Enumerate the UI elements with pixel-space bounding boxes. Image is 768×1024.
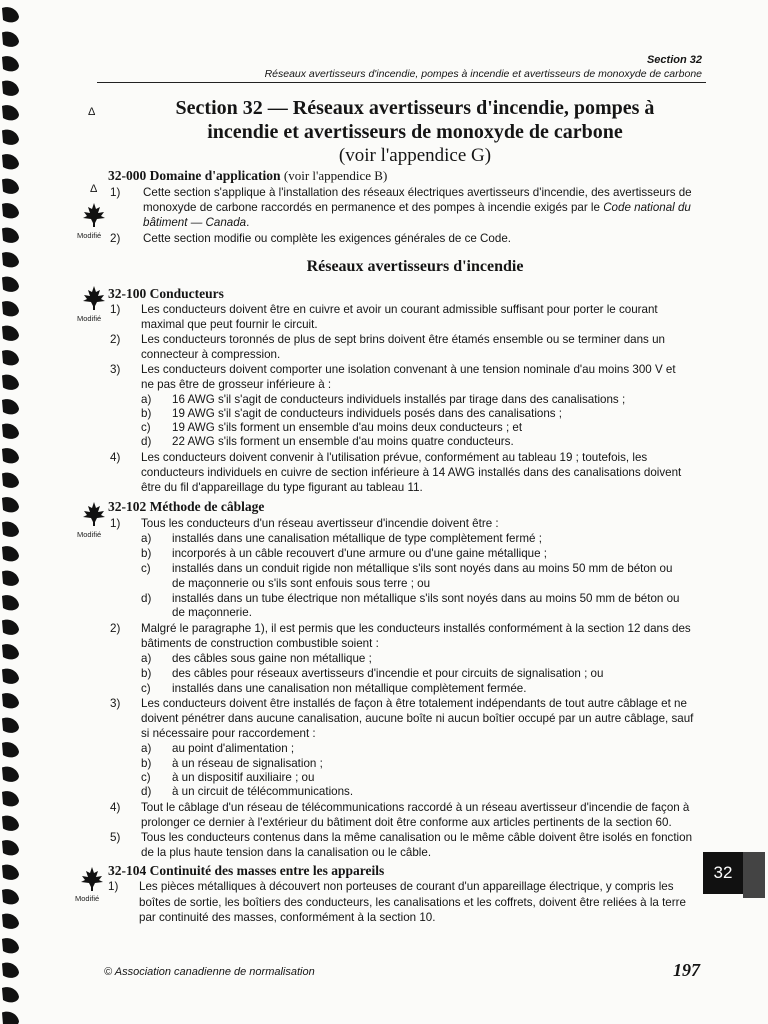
maple-leaf-icon xyxy=(80,866,104,892)
para-text-italic: bâtiment — Canada xyxy=(143,216,247,229)
para-text: Tous les conducteurs d'un réseau avertisseur d'incendie doivent être : xyxy=(141,517,499,530)
item-text: des câbles sous gaine non métallique ; xyxy=(172,652,372,665)
modifie-label: Modifié xyxy=(77,231,102,240)
item-text: de maçonnerie ou s'ils sont enfouis sous terre ; ou xyxy=(172,577,431,590)
item-text: incorporés à un câble recouvert d'une armure ou d'une gaine métallique ; xyxy=(172,547,548,560)
item-letter: a) xyxy=(141,742,152,755)
item-text: installés dans une canalisation métallique de type complètement fermé ; xyxy=(172,532,542,545)
item-text: 16 AWG s'il s'agit de conducteurs individuels installés par tirage dans des canalisations ; xyxy=(172,393,626,406)
para-number: 2) xyxy=(110,232,121,245)
para-text: Les conducteurs doivent être installés de façon à être totalement indépendants de tout autre câblage et ne xyxy=(141,697,687,710)
article-heading-ref: (voir l'appendice B) xyxy=(283,168,388,183)
para-text: être du fil d'appareillage du type figurant au tableau 11. xyxy=(141,481,423,494)
binding-ring xyxy=(2,350,19,365)
binding-ring xyxy=(2,203,19,218)
maple-leaf-icon xyxy=(82,501,106,527)
item-text: installés dans un conduit rigide non métallique s'ils sont noyés dans au moins 50 mm de béton ou xyxy=(172,562,673,575)
binding-ring xyxy=(2,277,19,292)
binding-ring xyxy=(2,889,19,904)
binding-ring xyxy=(2,840,19,855)
para-number: 2) xyxy=(110,333,121,346)
header-rule xyxy=(97,82,706,83)
modifie-label: Modifié xyxy=(77,314,102,323)
para-text: maximal que peut fournir le circuit. xyxy=(141,318,318,331)
delta-mark: Δ xyxy=(88,106,96,118)
binding-ring xyxy=(2,571,19,586)
para-number: 4) xyxy=(110,801,121,814)
binding-ring xyxy=(2,399,19,414)
para-text xyxy=(143,216,249,230)
subsection-title: Réseaux avertisseurs d'incendie xyxy=(306,258,524,275)
para-text: Les conducteurs doivent comporter une isolation convenant à une tension nominale d'au moins 300 V et xyxy=(141,363,676,376)
section-tab-edge xyxy=(743,852,765,898)
para-text xyxy=(143,201,691,215)
para-number: 3) xyxy=(110,697,121,710)
para-text: Tout le câblage d'un réseau de télécommunications raccordé à un réseau avertisseur d'incendie de façon à xyxy=(141,801,690,814)
item-letter: a) xyxy=(141,652,152,665)
binding-ring xyxy=(2,718,19,733)
item-text: de maçonnerie. xyxy=(172,606,252,619)
binding-ring xyxy=(2,742,19,757)
para-text: Les conducteurs doivent convenir à l'utilisation prévue, conformément au tableau 19 ; toutefois, les xyxy=(141,451,648,464)
modifie-label: Modifié xyxy=(75,894,100,903)
binding-ring xyxy=(2,375,19,390)
binding-ring xyxy=(2,473,19,488)
running-header-section: Section 32 xyxy=(646,54,702,66)
section-title-line1: Section 32 — Réseaux avertisseurs d'incendie, pompes à xyxy=(175,97,655,119)
item-letter: c) xyxy=(141,682,151,695)
item-letter: d) xyxy=(141,592,152,605)
binding-ring xyxy=(2,595,19,610)
binding-ring xyxy=(2,326,19,341)
para-number: 1) xyxy=(110,303,121,316)
binding-ring xyxy=(2,620,19,635)
binding-ring xyxy=(2,32,19,47)
item-letter: d) xyxy=(141,435,152,448)
item-text: à un circuit de télécommunications. xyxy=(172,785,354,798)
para-number: 1) xyxy=(110,517,121,530)
binding-ring xyxy=(2,228,19,243)
para-number: 1) xyxy=(108,880,119,893)
binding-ring xyxy=(2,81,19,96)
section-title-line2: incendie et avertisseurs de monoxyde de carbone xyxy=(207,121,623,143)
page-number: 197 xyxy=(673,960,700,980)
binding-ring xyxy=(2,816,19,831)
item-letter: d) xyxy=(141,785,152,798)
para-text: Tous les conducteurs contenus dans la même canalisation ou le même câble doivent être isolés en fonction xyxy=(141,831,693,844)
para-text: Cette section s'applique à l'installation des réseaux électriques avertisseurs d'incendie, des avertisseurs de xyxy=(143,186,692,199)
para-text: prolonger ce dernier à l'extérieur du bâtiment doit être conforme aux articles pertinents de la section 60. xyxy=(141,816,672,829)
para-text: Malgré le paragraphe 1), il est permis que les conducteurs installés conformément à la section 12 dans des xyxy=(141,622,691,635)
item-letter: b) xyxy=(141,667,152,680)
item-text: 19 AWG s'il s'agit de conducteurs individuels posés dans des canalisations ; xyxy=(172,407,563,420)
para-number: 5) xyxy=(110,831,121,844)
para-text: Les conducteurs toronnés de plus de sept brins doivent être étamés ensemble ou se terminer dans un xyxy=(141,333,665,346)
para-text: ne pas être de grosseur inférieure à : xyxy=(141,378,332,391)
item-text: 19 AWG s'ils forment un ensemble d'au moins deux conducteurs ; et xyxy=(172,421,523,434)
binding-ring xyxy=(2,448,19,463)
item-letter: c) xyxy=(141,421,151,434)
para-text: Les pièces métalliques à découvert non porteuses de courant d'un appareillage électrique, y compris les xyxy=(139,880,674,893)
binding-ring xyxy=(2,865,19,880)
para-number: 1) xyxy=(110,186,121,199)
item-text: à un réseau de signalisation ; xyxy=(172,757,323,770)
para-text: connecteur à compression. xyxy=(141,348,281,361)
item-letter: b) xyxy=(141,407,152,420)
binding-ring xyxy=(2,252,19,267)
footer-publisher: © Association canadienne de normalisation xyxy=(104,966,315,978)
para-number: 2) xyxy=(110,622,121,635)
item-text: à un dispositif auxiliaire ; ou xyxy=(172,771,315,784)
item-letter: b) xyxy=(141,757,152,770)
article-heading-text: 32-000 Domaine d'application xyxy=(108,168,281,183)
binding-ring xyxy=(2,130,19,145)
para-text-italic: Code national du xyxy=(603,201,691,214)
binding-ring xyxy=(2,1012,19,1024)
item-text: installés dans un tube électrique non métallique s'ils sont noyés dans au moins 50 mm de béton ou xyxy=(172,592,680,605)
spiral-binding xyxy=(0,0,24,1024)
binding-ring xyxy=(2,914,19,929)
binding-ring xyxy=(2,522,19,537)
binding-ring xyxy=(2,179,19,194)
section-tab: 32 xyxy=(703,852,743,894)
modifie-label: Modifié xyxy=(77,530,102,539)
binding-ring xyxy=(2,56,19,71)
binding-ring xyxy=(2,497,19,512)
binding-ring xyxy=(2,546,19,561)
binding-ring xyxy=(2,963,19,978)
section-title-appendix: (voir l'appendice G) xyxy=(338,145,492,166)
maple-leaf-icon xyxy=(82,285,106,311)
binding-ring xyxy=(2,693,19,708)
maple-leaf-icon xyxy=(82,202,106,228)
binding-ring xyxy=(2,669,19,684)
para-text: si nécessaire pour raccordement : xyxy=(141,727,316,740)
binding-ring xyxy=(2,791,19,806)
article-heading-32-000 xyxy=(108,168,387,184)
para-text-span: . xyxy=(246,216,250,229)
item-letter: c) xyxy=(141,562,151,575)
delta-mark: Δ xyxy=(90,183,98,195)
binding-ring xyxy=(2,301,19,316)
article-heading-32-100: 32-100 Conducteurs xyxy=(108,286,224,301)
item-text: 22 AWG s'ils forment un ensemble d'au moins quatre conducteurs. xyxy=(172,435,514,448)
para-text: boîtes de sortie, les boîtiers des conducteurs, les canalisations et les coffrets, doivent être reliées à la terre xyxy=(139,896,686,909)
binding-ring xyxy=(2,105,19,120)
para-number: 4) xyxy=(110,451,121,464)
article-heading-32-104: 32-104 Continuité des masses entre les appareils xyxy=(108,863,385,878)
binding-ring xyxy=(2,987,19,1002)
para-text: doivent pénétrer dans aucune canalisation, aucune boîte ni aucun boîtier occupé par un autre câblage, sauf xyxy=(141,712,694,725)
para-text-span: monoxyde de carbone raccordés en permanence et des pompes à incendie exigés par le xyxy=(143,201,600,214)
para-text: de la plus haute tension dans la canalisation ou le câble. xyxy=(141,846,432,859)
binding-ring xyxy=(2,7,19,22)
item-letter: a) xyxy=(141,393,152,406)
item-text: installés dans une canalisation non métallique complètement fermée. xyxy=(172,682,527,695)
binding-ring xyxy=(2,424,19,439)
para-text: conducteurs individuels en cuivre de section inférieure à 14 AWG installés dans des canalisations doivent xyxy=(141,466,682,479)
item-letter: a) xyxy=(141,532,152,545)
para-text: par continuité des masses, conformément à la section 10. xyxy=(139,911,436,924)
item-text: au point d'alimentation ; xyxy=(172,742,295,755)
binding-ring xyxy=(2,767,19,782)
para-text: Les conducteurs doivent être en cuivre et avoir un courant admissible suffisant pour porter le courant xyxy=(141,303,658,316)
item-letter: c) xyxy=(141,771,151,784)
item-letter: b) xyxy=(141,547,152,560)
running-header-subtitle: Réseaux avertisseurs d'incendie, pompes à incendie et avertisseurs de monoxyde de carbone xyxy=(264,68,702,80)
article-heading-32-102: 32-102 Méthode de câblage xyxy=(108,499,265,514)
item-text: des câbles pour réseaux avertisseurs d'incendie et pour circuits de signalisation ; ou xyxy=(172,667,604,680)
binding-ring xyxy=(2,938,19,953)
para-text: Cette section modifie ou complète les exigences générales de ce Code. xyxy=(143,232,511,245)
binding-ring xyxy=(2,644,19,659)
para-text: bâtiments de construction combustible soient : xyxy=(141,637,379,650)
binding-ring xyxy=(2,154,19,169)
para-number: 3) xyxy=(110,363,121,376)
